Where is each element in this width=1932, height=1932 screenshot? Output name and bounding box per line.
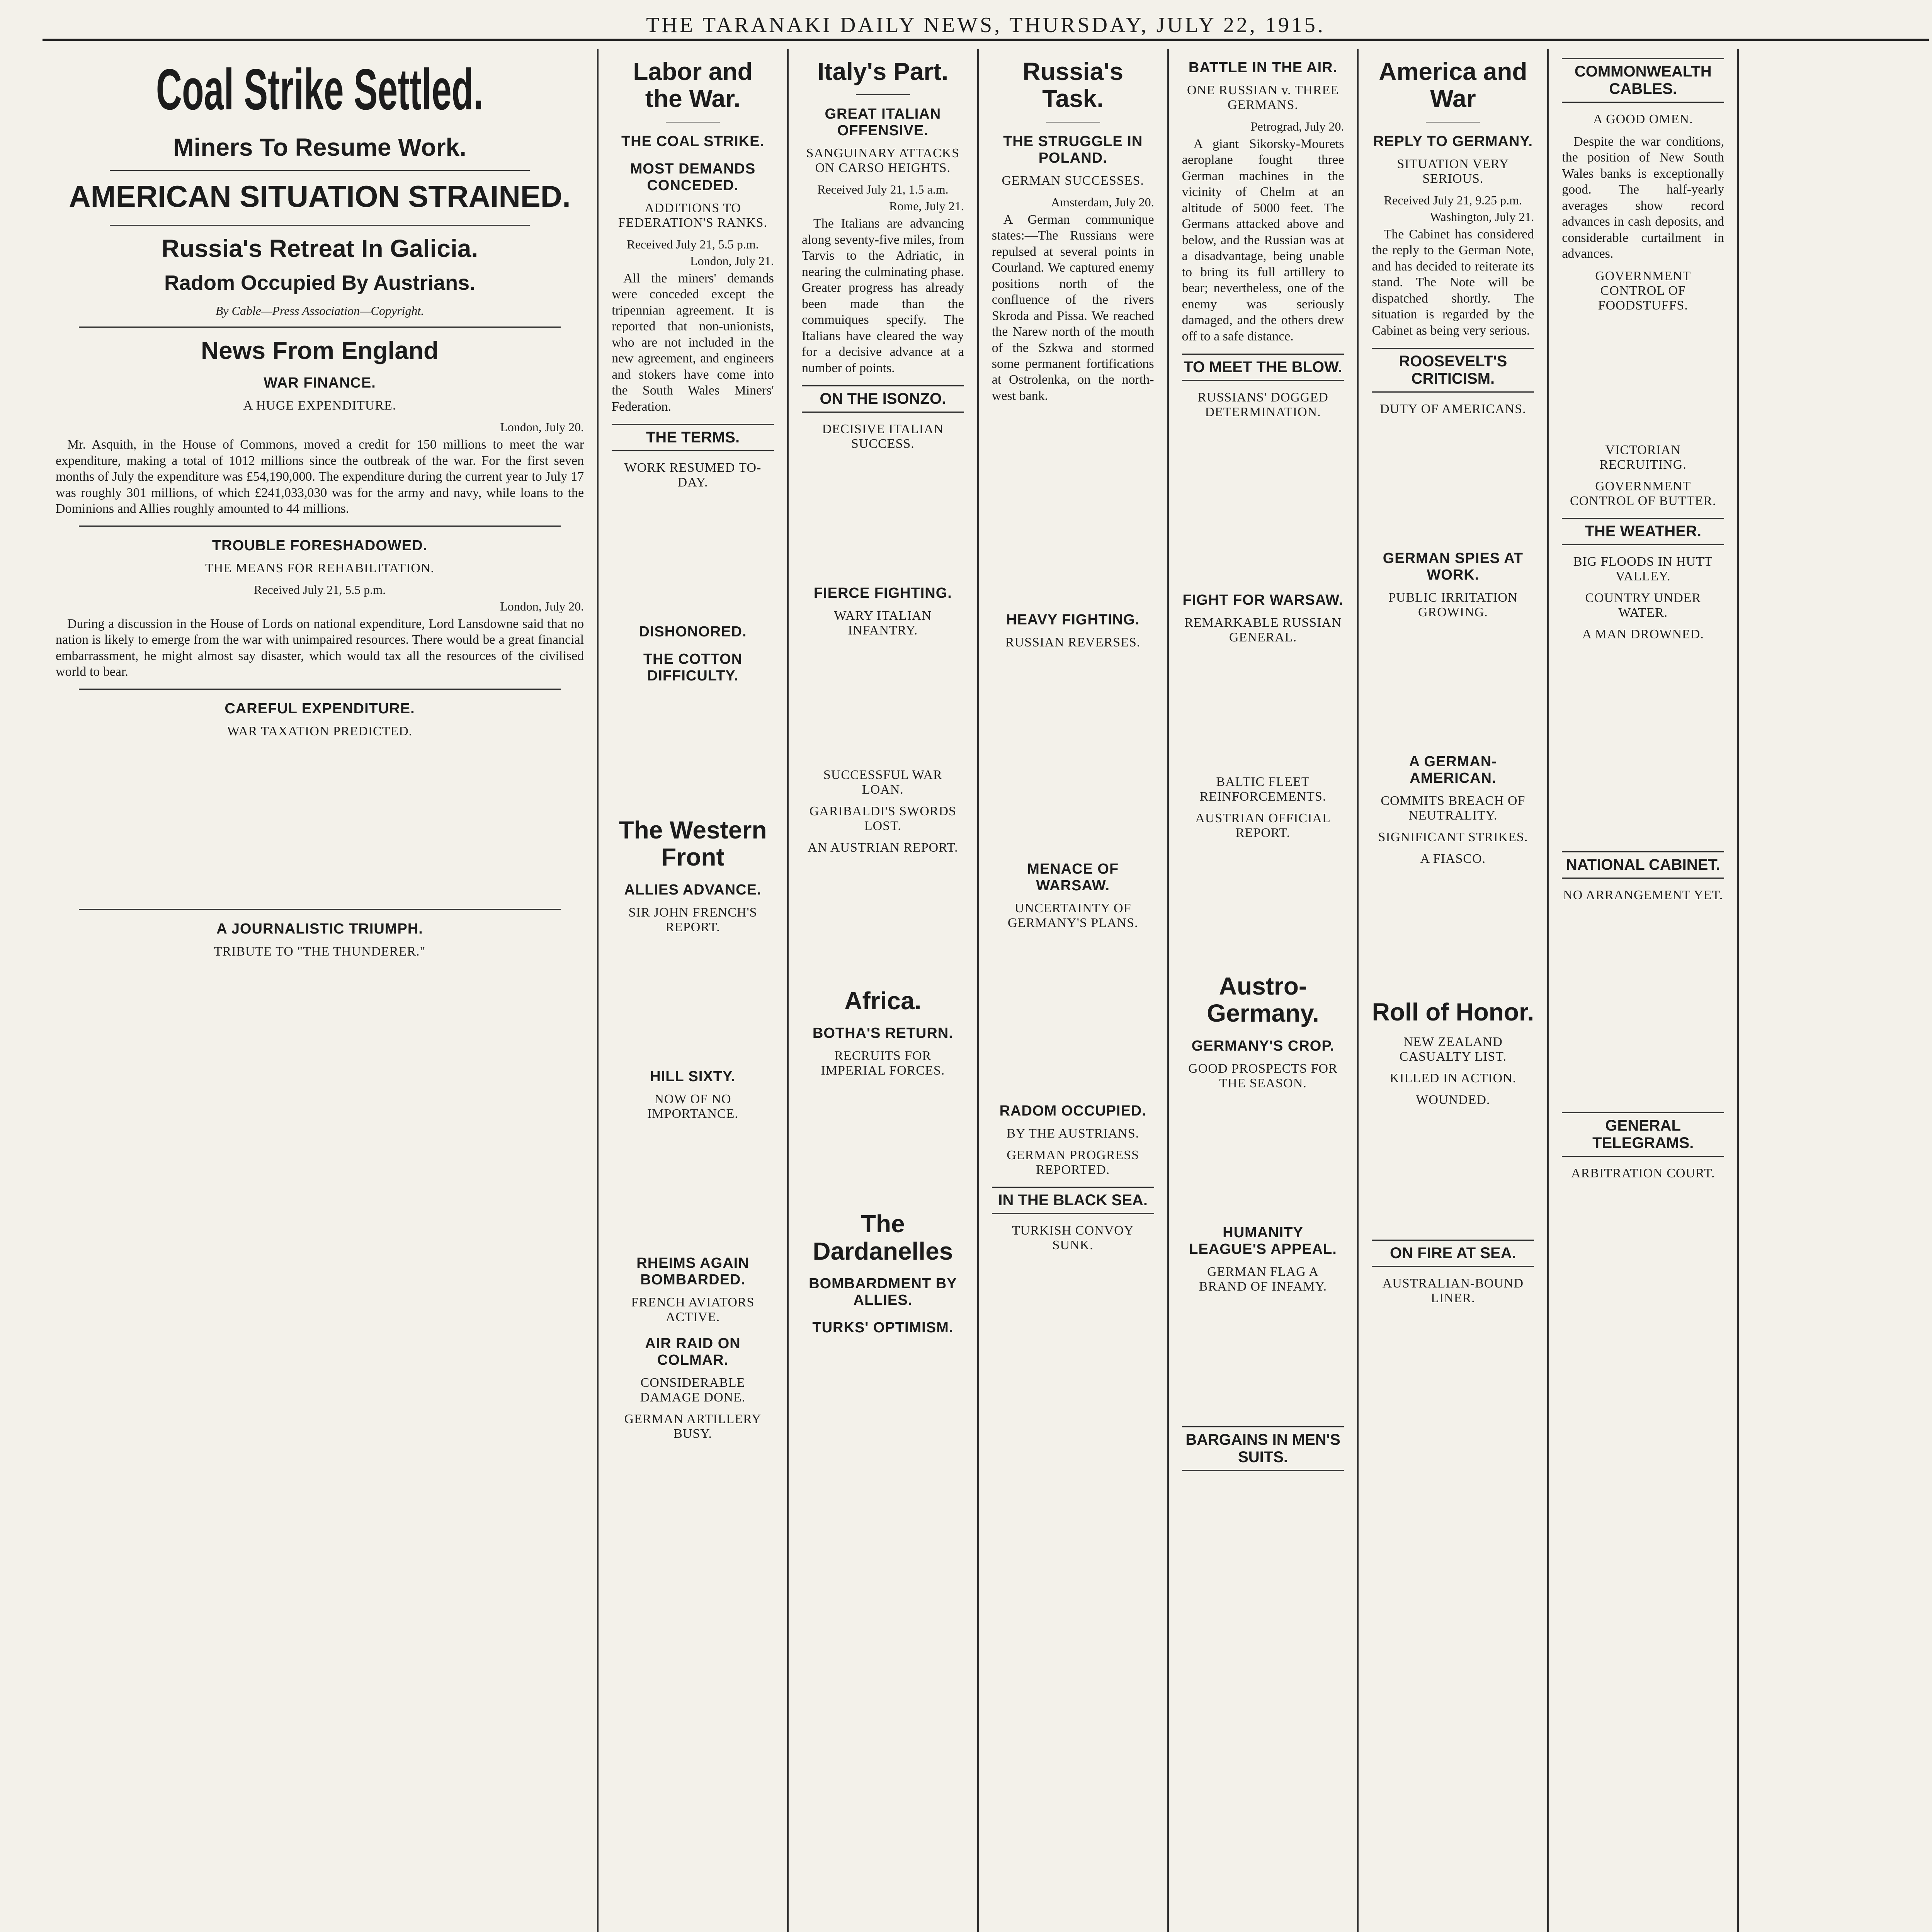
subhead-dogged: RUSSIANS' DOGGED DETERMINATION. <box>1197 390 1328 420</box>
body-text-area <box>612 942 774 1058</box>
subhead-one-russian: ONE RUSSIAN v. THREE GERMANS. <box>1187 83 1339 112</box>
subhead-crop: GERMANY'S CROP. <box>1191 1037 1335 1054</box>
column-4 <box>979 49 1169 1932</box>
dateline: Petrograd, July 20. <box>1250 119 1344 133</box>
body-text-area <box>1562 320 1724 436</box>
subhead-prospects: GOOD PROSPECTS FOR THE SEASON. <box>1188 1061 1338 1090</box>
received-line: Received July 21, 5.5 p.m. <box>253 582 386 597</box>
subhead-bombardment: BOMBARDMENT BY ALLIES. <box>809 1276 957 1309</box>
subhead-additions: ADDITIONS TO FEDERATION'S RANKS. <box>618 201 767 230</box>
body-text-area <box>56 746 584 900</box>
subhead-artillery: GERMAN ARTILLERY BUSY. <box>624 1412 762 1441</box>
article-paragraph: A German communique states:—The Russians were repulsed at several points in Courland. We captured enemy positions north of the confluence of the rivers Skroda and Pissa. We reached the Narew north of the mouth of the Szkwa and stormed some permanent fortifications at Ostrolenka, on the north-west bank. <box>992 212 1154 403</box>
subhead-baltic: BALTIC FLEET REINFORCEMENTS. <box>1199 775 1327 804</box>
divider <box>79 526 561 527</box>
headline-dardanelles: The Dardanelles <box>813 1210 953 1265</box>
subhead-casualty: NEW ZEALAND CASUALTY LIST. <box>1399 1035 1507 1064</box>
section-news-england: News From England <box>201 336 439 364</box>
received-line: Received July 21, 1.5 a.m. <box>817 182 949 197</box>
subhead-country-water: COUNTRY UNDER WATER. <box>1585 590 1701 620</box>
subhead-good-omen: A GOOD OMEN. <box>1593 112 1693 126</box>
headline-italy: Italy's Part. <box>817 58 949 85</box>
subhead-journalistic-triumph: A JOURNALISTIC TRIUMPH. <box>216 920 423 937</box>
subhead-work-resumed: WORK RESUMED TO-DAY. <box>624 461 762 490</box>
headline-austro-germany: Austro-Germany. <box>1207 972 1319 1027</box>
subhead-thunderer: TRIBUTE TO "THE THUNDERER." <box>214 944 426 959</box>
headline-roll-honor: Roll of Honor. <box>1372 998 1534 1026</box>
column-6 <box>1359 49 1549 1932</box>
body-text-area <box>1372 873 1534 989</box>
subhead-strikes: SIGNIFICANT STRIKES. <box>1378 830 1528 845</box>
subhead-convoy: TURKISH CONVOY SUNK. <box>1012 1223 1134 1253</box>
subhead-isonzo: ON THE ISONZO. <box>802 385 964 413</box>
article-paragraph: Despite the war conditions, the position of New South Wales banks is exceptionally good. The half-yearly averages show record advances in cash deposits, and considerable curtailment in advances. <box>1562 134 1725 261</box>
body-text-area <box>1182 652 1344 768</box>
subhead-radom: RADOM OCCUPIED. <box>999 1103 1146 1119</box>
body-text-area <box>1562 910 1724 1103</box>
subhead-general: GENERAL TELEGRAMS. <box>1562 1112 1724 1157</box>
credit-line: By Cable—Press Association—Copyright. <box>215 303 424 318</box>
body-text-area <box>612 691 774 807</box>
dateline: London, July 21. <box>690 253 774 268</box>
subhead-floods: BIG FLOODS IN HUTT VALLEY. <box>1573 554 1713 583</box>
body-text-area <box>1182 847 1344 963</box>
article-paragraph: The Italians are advancing along seventy-five miles, from Tarvis to the Adriatic, in nearing the culminating phase. Greater progress has already been made than the commuiques specify. The Italians have cleared the way for a decisive advance at a number of points. <box>801 216 964 375</box>
headline-western-front: The Western Front <box>619 816 767 871</box>
body-text-area <box>992 657 1154 850</box>
subhead-trouble: TROUBLE FORESHADOWED. <box>212 537 428 554</box>
subhead-rheims: RHEIMS AGAIN BOMBARDED. <box>636 1255 749 1288</box>
subhead-war-finance: WAR FINANCE. <box>264 375 376 391</box>
subhead-spies: GERMAN SPIES AT WORK. <box>1383 550 1524 583</box>
subhead-fierce: FIERCE FIGHTING. <box>813 585 952 602</box>
columns <box>43 49 1929 1932</box>
divider <box>856 94 910 95</box>
subhead-german-american: A GERMAN-AMERICAN. <box>1409 753 1497 787</box>
subhead-careful-expenditure: CAREFUL EXPENDITURE. <box>224 700 415 717</box>
subhead-wounded: WOUNDED. <box>1416 1093 1490 1107</box>
subhead-coal-strike: THE COAL STRIKE. <box>621 133 764 150</box>
subhead-warsaw: MENACE OF WARSAW. <box>1027 861 1119 894</box>
dateline: London, July 20. <box>500 599 584 613</box>
subhead-cotton: THE COTTON DIFFICULTY. <box>643 651 743 684</box>
body-text-area <box>612 1128 774 1244</box>
subhead-remarkable: REMARKABLE RUSSIAN GENERAL. <box>1184 616 1342 645</box>
subhead-no-arrangement: NO ARRANGEMENT YET. <box>1563 888 1723 902</box>
subhead-bargains: BARGAINS IN MEN'S SUITS. <box>1182 1426 1344 1471</box>
subhead-wary: WARY ITALIAN INFANTRY. <box>834 609 932 638</box>
body-text-area <box>1372 1114 1534 1230</box>
column-1 <box>43 49 599 1932</box>
subhead-war-loan: SUCCESSFUL WAR LOAN. <box>823 768 942 797</box>
subhead-meet-blow: TO MEET THE BLOW. <box>1182 354 1344 381</box>
subhead-french-report: SIR JOHN FRENCH'S REPORT. <box>628 905 757 934</box>
divider <box>79 327 561 328</box>
headline-labor-war: Labor and the War. <box>633 58 753 113</box>
body-text-area <box>992 408 1154 601</box>
received-line: Received July 21, 9.25 p.m. <box>1384 193 1522 207</box>
subhead-breach: COMMITS BREACH OF NEUTRALITY. <box>1381 794 1526 823</box>
headline-coal-strike: Coal Strike Settled. <box>156 57 484 122</box>
subhead-austrian-official: AUSTRIAN OFFICIAL REPORT. <box>1195 811 1331 840</box>
column-8 <box>1739 49 1929 1932</box>
divider <box>79 909 561 910</box>
article-paragraph: The Cabinet has considered the reply to the German Note, and has decided to reiterate its stand. The Note will be dispatched shortly. The situation is regarded by the Cabinet as being very serious. <box>1372 227 1534 338</box>
headline-american-situation: AMERICAN SITUATION STRAINED. <box>69 179 571 214</box>
subhead-killed: KILLED IN ACTION. <box>1389 1071 1517 1086</box>
subhead-recruiting: VICTORIAN RECRUITING. <box>1599 442 1687 472</box>
subhead-struggle: THE STRUGGLE IN POLAND. <box>1003 133 1143 166</box>
subhead-rehabilitation: THE MEANS FOR REHABILITATION. <box>205 561 434 575</box>
body-text-area <box>802 645 964 761</box>
body-text-area <box>1182 1301 1344 1417</box>
subhead-war-taxation: WAR TAXATION PREDICTED. <box>227 724 413 738</box>
subhead-duty: DUTY OF AMERICANS. <box>1380 402 1526 417</box>
headline-america-war: America and War <box>1379 58 1527 113</box>
subhead-no-importance: NOW OF NO IMPORTANCE. <box>647 1092 738 1121</box>
subhead-austrians: BY THE AUSTRIANS. <box>1007 1126 1139 1141</box>
subhead-control: GOVERNMENT CONTROL OF FOODSTUFFS. <box>1595 269 1691 313</box>
dateline: Washington, July 21. <box>1430 209 1534 224</box>
subhead-demands: MOST DEMANDS CONCEDED. <box>630 160 756 194</box>
body-text-area <box>1372 423 1534 539</box>
body-text-area <box>992 937 1154 1092</box>
body-text-area <box>802 862 964 978</box>
body-text-area <box>1372 627 1534 743</box>
subhead-carso: SANGUINARY ATTACKS ON CARSO HEIGHTS. <box>806 146 960 175</box>
subhead-turks-optimism: TURKS' OPTIMISM. <box>812 1320 954 1336</box>
subhead-fire-sea: ON FIRE AT SEA. <box>1372 1240 1534 1267</box>
headline-miners: Miners To Resume Work. <box>173 133 466 161</box>
column-3 <box>789 49 979 1932</box>
subhead-arbitration: ARBITRATION COURT. <box>1571 1166 1715 1180</box>
body-text-area <box>802 1085 964 1201</box>
masthead: THE TARANAKI DAILY NEWS, THURSDAY, JULY 22, 1915. <box>43 12 1929 41</box>
article-paragraph: All the miners' demands were conceded except the tripennian agreement. It is reported that non-unionists, who are not included in the new agreement, and engineers and stokers have come into the South Wales Miners' Federation. <box>612 271 774 414</box>
article-paragraph: During a discussion in the House of Lords on national expenditure, Lord Lansdowne said that no nation is likely to emerge from the war with unimpaired resources. There would be a great financial embarrassment, he might almost say disaster, which would tax all the resources of the civilised world to bear. <box>56 616 584 679</box>
subhead-battle-air: BATTLE IN THE AIR. <box>1188 60 1338 76</box>
subhead-roosevelt: ROOSEVELT'S CRITICISM. <box>1372 348 1534 393</box>
subhead-austrian-report: AN AUSTRIAN REPORT. <box>808 840 958 855</box>
dateline: Amsterdam, July 20. <box>1051 195 1154 209</box>
subhead-cabinet: NATIONAL CABINET. <box>1562 851 1724 879</box>
article-paragraph: Mr. Asquith, in the House of Commons, moved a credit for 150 millions to meet the war expenditure, making a total of 1012 millions since the outbreak of the war. For the first seven months of July the expenditure was £54,190,000. The expenditure during the current year to July 17 was roughly 301 millions, of which £241,033,030 was for the army and navy, while loans to the Dominions and Allies roughly amounted to 44 millions. <box>56 437 584 516</box>
subhead-butter: GOVERNMENT CONTROL OF BUTTER. <box>1570 479 1716 508</box>
body-text-area <box>612 497 774 613</box>
body-text-area <box>1562 649 1724 842</box>
subhead-fight-warsaw: FIGHT FOR WARSAW. <box>1182 592 1344 609</box>
column-2 <box>599 49 789 1932</box>
subhead-colmar: AIR RAID ON COLMAR. <box>645 1335 741 1368</box>
subhead-reverses: RUSSIAN REVERSES. <box>1005 635 1141 650</box>
column-7 <box>1549 49 1739 1932</box>
subhead-dishonored: DISHONORED. <box>639 624 747 640</box>
subhead-irritation: PUBLIC IRRITATION GROWING. <box>1388 590 1518 620</box>
subhead-black-sea: IN THE BLACK SEA. <box>992 1187 1154 1214</box>
subhead-huge-expenditure: A HUGE EXPENDITURE. <box>243 398 396 413</box>
headline-russia-task: Russia's Task. <box>1022 58 1124 113</box>
subhead-heavy-fighting: HEAVY FIGHTING. <box>1006 612 1140 628</box>
divider <box>79 689 561 690</box>
subhead-progress: GERMAN PROGRESS REPORTED. <box>1007 1148 1139 1177</box>
subhead-garibaldi: GARIBALDI'S SWORDS LOST. <box>809 804 956 833</box>
subhead-hill-sixty: HILL SIXTY. <box>650 1068 736 1085</box>
headline-radom: Radom Occupied By Austrians. <box>164 271 476 294</box>
subhead-reply: REPLY TO GERMANY. <box>1373 133 1533 150</box>
subhead-liner: AUSTRALIAN-BOUND LINER. <box>1382 1276 1524 1306</box>
subhead-fiasco: A FIASCO. <box>1420 852 1486 866</box>
received-line: Received July 21, 5.5 p.m. <box>627 237 759 251</box>
divider <box>110 170 530 171</box>
subhead-weather: THE WEATHER. <box>1562 518 1724 545</box>
body-text-area <box>1182 427 1344 581</box>
subhead-cables: COMMONWEALTH CABLES. <box>1562 58 1724 103</box>
divider <box>110 225 530 226</box>
body-text-area <box>1182 1098 1344 1214</box>
subhead-uncertainty: UNCERTAINTY OF GERMANY'S PLANS. <box>1007 901 1138 930</box>
subhead-recruits: RECRUITS FOR IMPERIAL FORCES. <box>821 1049 945 1078</box>
headline-africa: Africa. <box>844 987 922 1015</box>
dateline: London, July 20. <box>500 420 584 434</box>
subhead-aviators: FRENCH AVIATORS ACTIVE. <box>631 1295 755 1324</box>
subhead-flag: GERMAN FLAG A BRAND OF INFAMY. <box>1199 1264 1327 1294</box>
subhead-situation: SITUATION VERY SERIOUS. <box>1397 156 1509 186</box>
subhead-humanity: HUMANITY LEAGUE'S APPEAL. <box>1189 1224 1337 1257</box>
column-5 <box>1169 49 1359 1932</box>
subhead-decisive: DECISIVE ITALIAN SUCCESS. <box>822 422 944 451</box>
subhead-botha: BOTHA'S RETURN. <box>812 1025 953 1042</box>
subhead-german-successes: GERMAN SUCCESSES. <box>1002 173 1144 188</box>
body-text-area <box>802 458 964 574</box>
article-paragraph: A giant Sikorsky-Mourets aeroplane fought three German machines in the vicinity of Chelm at an altitude of 5000 feet. The Germans attacked above and below, and the Russian was at a disadvantage, being unable to bring its full artillery to bear; nevertheless, one of the enemy was seriously damaged, and the others drew off to a safe distance. <box>1182 137 1344 344</box>
subhead-allies-advance: ALLIES ADVANCE. <box>624 881 762 898</box>
dateline: Rome, July 21. <box>889 199 964 213</box>
subhead-offensive: GREAT ITALIAN OFFENSIVE. <box>825 106 941 139</box>
subhead-drowned: A MAN DROWNED. <box>1582 627 1704 641</box>
headline-russia-retreat: Russia's Retreat In Galicia. <box>161 235 478 263</box>
subhead-terms: THE TERMS. <box>612 424 774 451</box>
subhead-damage: CONSIDERABLE DAMAGE DONE. <box>640 1375 746 1405</box>
